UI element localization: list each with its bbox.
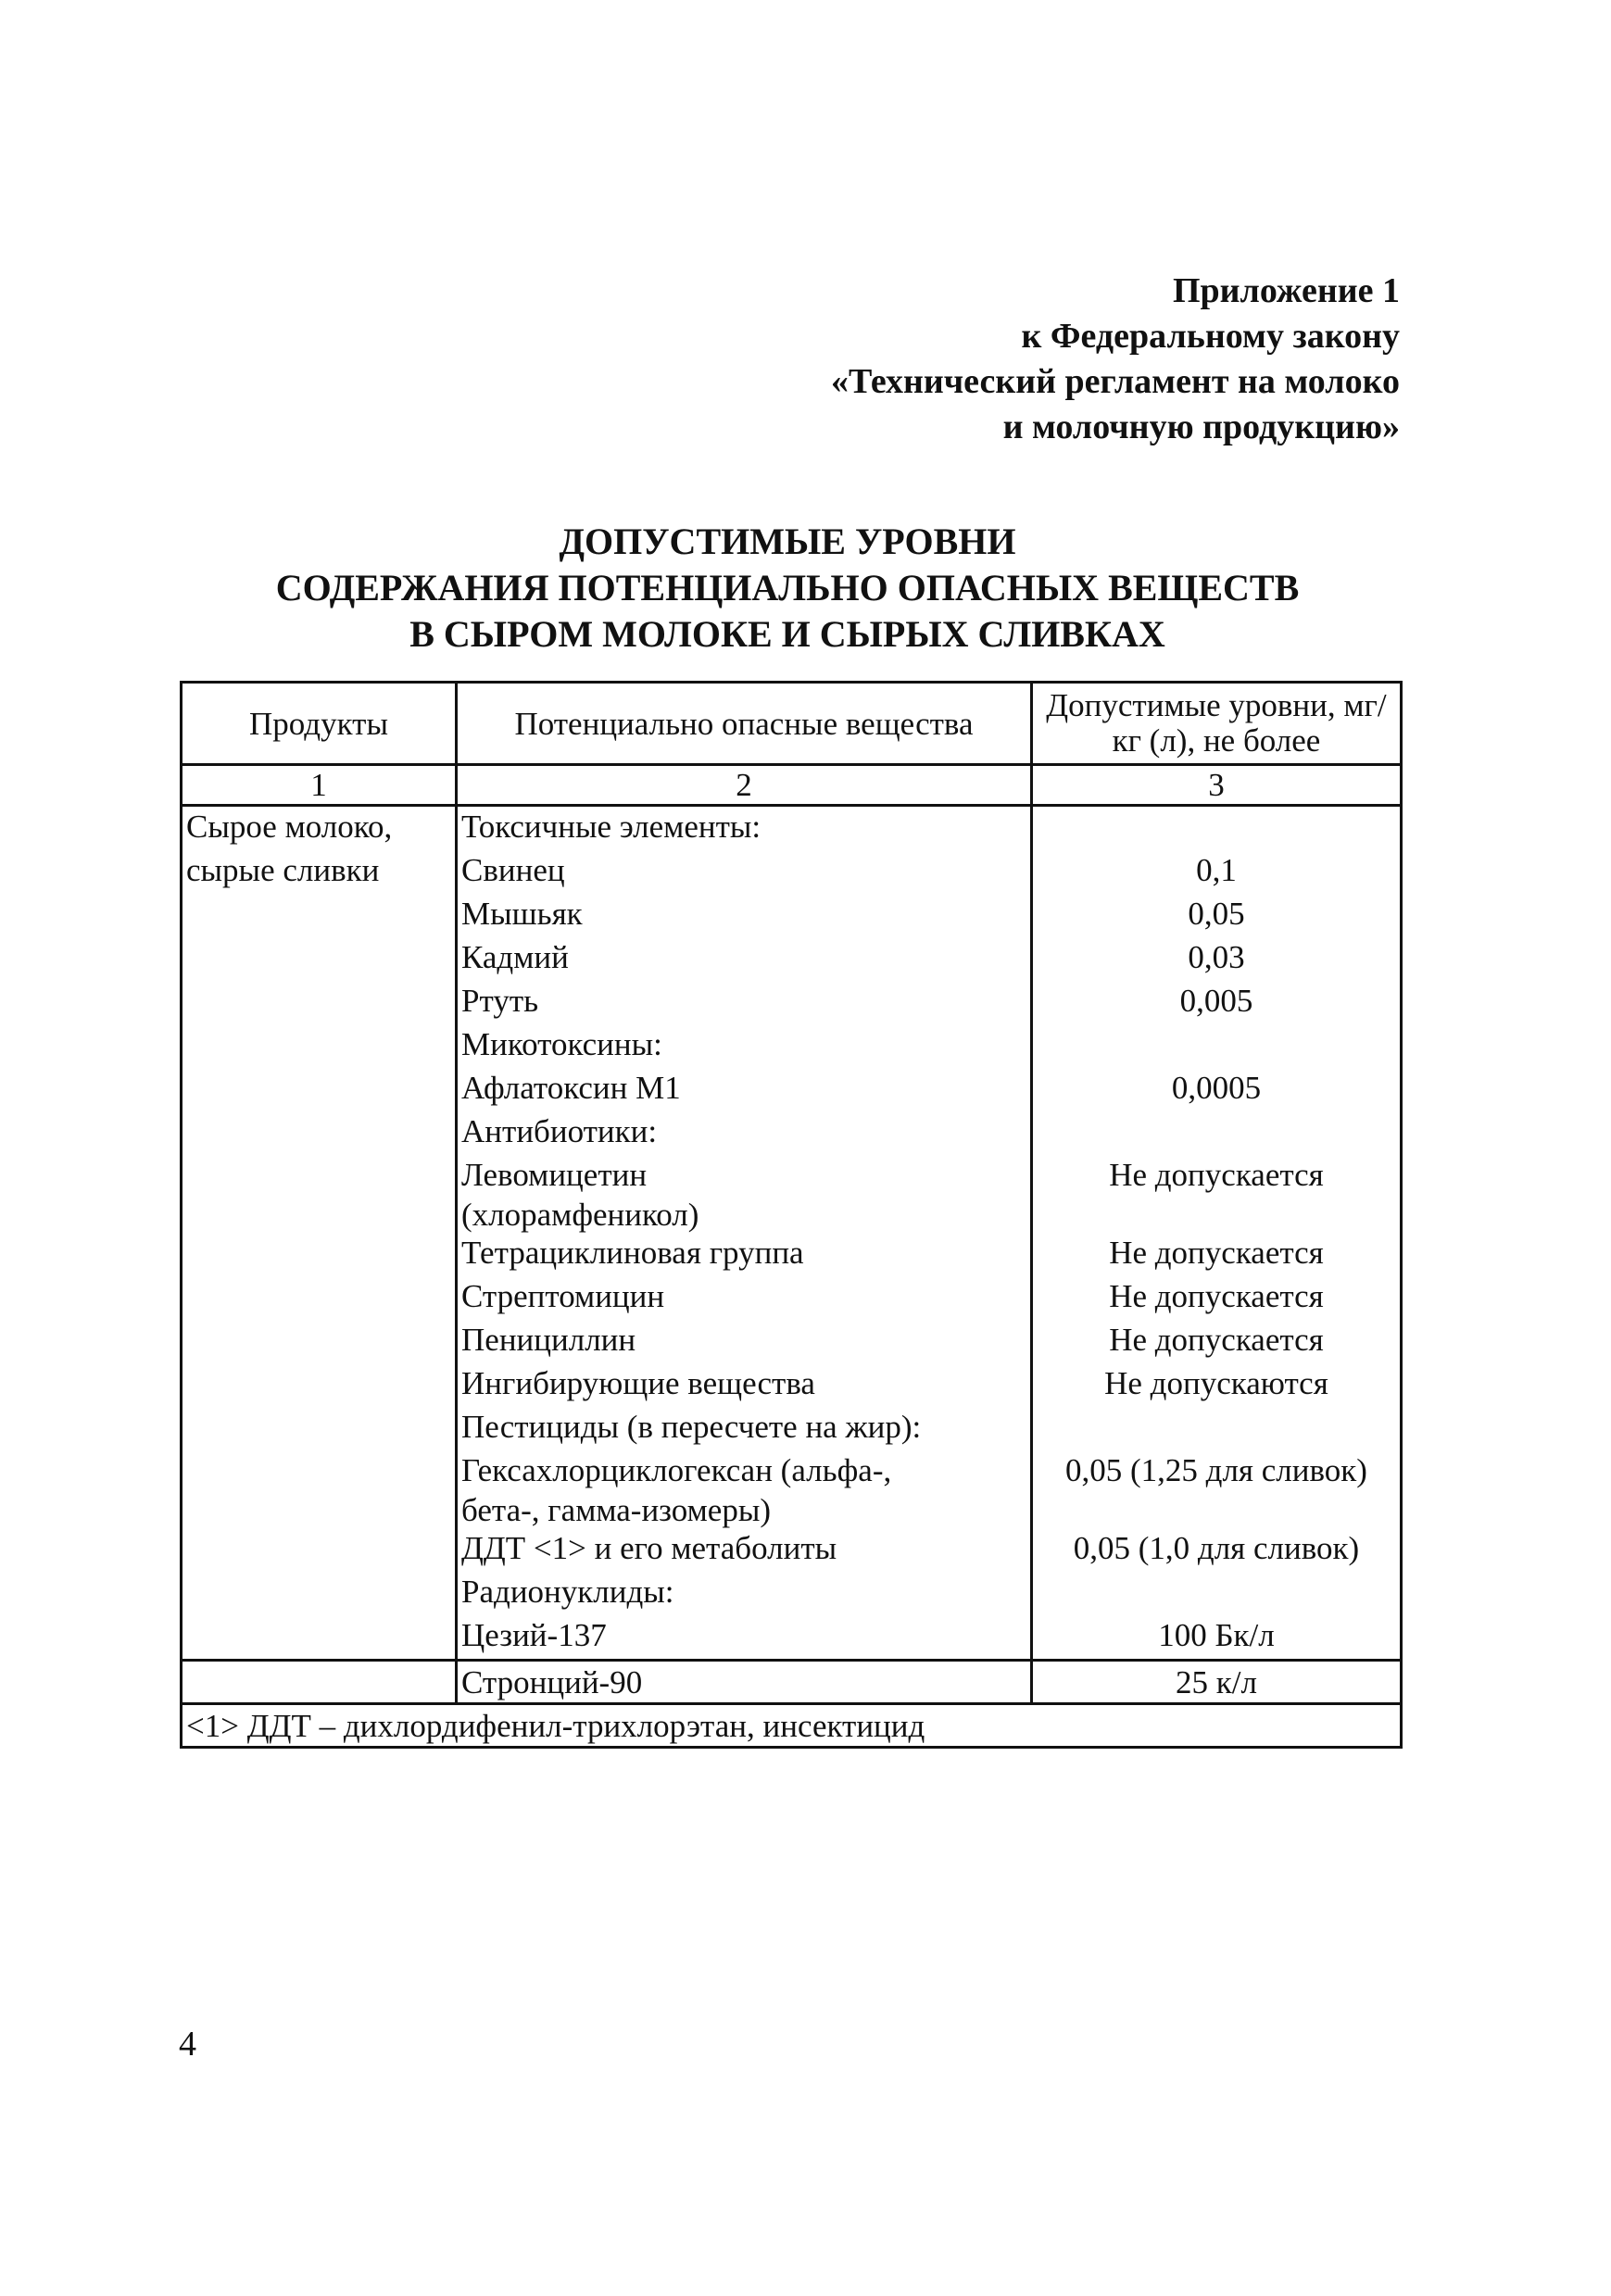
level-value: Не допускается xyxy=(1109,1278,1324,1314)
annex-line-4: и молочную продукцию» xyxy=(1002,408,1400,446)
title-line-1: ДОПУСТИМЫЕ УРОВНИ xyxy=(559,521,1016,562)
annex-line-1: Приложение 1 xyxy=(1172,271,1400,310)
levels-cell xyxy=(1031,806,1401,1661)
level-value: Не допускаются xyxy=(1104,1365,1328,1401)
level-value: 0,05 (1,25 для сливок) xyxy=(1064,1452,1367,1488)
level-value: 0,0005 xyxy=(1171,1070,1262,1106)
level-value: 0,05 xyxy=(1188,896,1245,932)
annex-line-3: «Технический регламент на молоко xyxy=(830,362,1400,401)
empty-product-cell xyxy=(182,1661,457,1704)
level-value xyxy=(1037,1111,1396,1155)
substance-item: Микотоксины: xyxy=(461,1026,662,1062)
level-value: Не допускается xyxy=(1109,1157,1324,1193)
substance-item: Ртуть xyxy=(461,983,539,1019)
table-body-row xyxy=(182,806,1402,1661)
substance-item: Пенициллин xyxy=(461,1322,636,1358)
title-line-2: СОДЕРЖАНИЯ ПОТЕНЦИАЛЬНО ОПАСНЫХ ВЕЩЕСТВ xyxy=(275,567,1300,609)
substances-cell xyxy=(457,806,1032,1661)
annex-reference xyxy=(831,269,1400,450)
substance-item: Левомицетин (хлорамфеникол) xyxy=(461,1157,699,1233)
level-value: 0,05 (1,0 для сливок) xyxy=(1073,1530,1360,1566)
substance-item: Антибиотики: xyxy=(461,1113,658,1149)
level-value: 0,03 xyxy=(1188,939,1245,975)
level-value: Не допускается xyxy=(1109,1235,1324,1271)
header-substances: Потенциально опасные вещества xyxy=(457,683,1032,765)
level-value: 100 Бк/л xyxy=(1158,1617,1275,1653)
annex-line-2: к Федеральному закону xyxy=(1021,317,1400,356)
substance-item: Токсичные элементы: xyxy=(461,809,761,845)
substance-item: Гексахлорциклогексан (альфа-, бета-, гамма-изомеры) xyxy=(461,1452,892,1528)
substance-item: Свинец xyxy=(461,852,565,888)
column-number: 1 xyxy=(182,765,457,806)
header-products: Продукты xyxy=(182,683,457,765)
product-line: сырые сливки xyxy=(186,852,380,888)
product-line: Сырое молоко, xyxy=(186,809,393,845)
column-number: 3 xyxy=(1031,765,1401,806)
substance-item: Афлатоксин M1 xyxy=(461,1070,681,1106)
substance-item: Мышьяк xyxy=(461,896,583,932)
substance-item: Радионуклиды: xyxy=(461,1574,674,1610)
substance-item: Стронций-90 xyxy=(457,1661,1032,1704)
level-value: 0,005 xyxy=(1179,983,1253,1019)
footnote: <1> ДДТ – дихлордифенил-трихлорэтан, инсектицид xyxy=(182,1704,1402,1748)
column-number: 2 xyxy=(457,765,1032,806)
substance-item: Тетрациклиновая группа xyxy=(461,1235,804,1271)
level-value xyxy=(1037,1024,1396,1068)
substance-item: Стрептомицин xyxy=(461,1278,665,1314)
substance-item: Цезий-137 xyxy=(461,1617,607,1653)
table-footnote-row xyxy=(182,1704,1402,1748)
substance-item: Ингибирующие вещества xyxy=(461,1365,815,1401)
level-value xyxy=(1037,1572,1396,1615)
substance-item: Кадмий xyxy=(461,939,569,975)
substance-item: Пестициды (в пересчете на жир): xyxy=(461,1409,922,1445)
table-last-row xyxy=(182,1661,1402,1704)
header-levels: Допустимые уровни, мг/кг (л), не более xyxy=(1031,683,1401,765)
level-value xyxy=(1037,1407,1396,1450)
title-line-3: В СЫРОМ МОЛОКЕ И СЫРЫХ СЛИВКАХ xyxy=(409,613,1165,655)
table-header-row xyxy=(182,683,1402,765)
level-value: Не допускается xyxy=(1109,1322,1324,1358)
level-value: 0,1 xyxy=(1196,852,1237,888)
substance-item: ДДТ <1> и его метаболиты xyxy=(461,1530,837,1566)
column-numbers-row xyxy=(182,765,1402,806)
document-title xyxy=(222,519,1353,658)
level-value xyxy=(1037,807,1396,850)
product-cell xyxy=(182,806,457,1661)
permissible-levels-table xyxy=(180,681,1403,1749)
page-number: 4 xyxy=(179,2025,196,2064)
level-value: 25 к/л xyxy=(1031,1661,1401,1704)
